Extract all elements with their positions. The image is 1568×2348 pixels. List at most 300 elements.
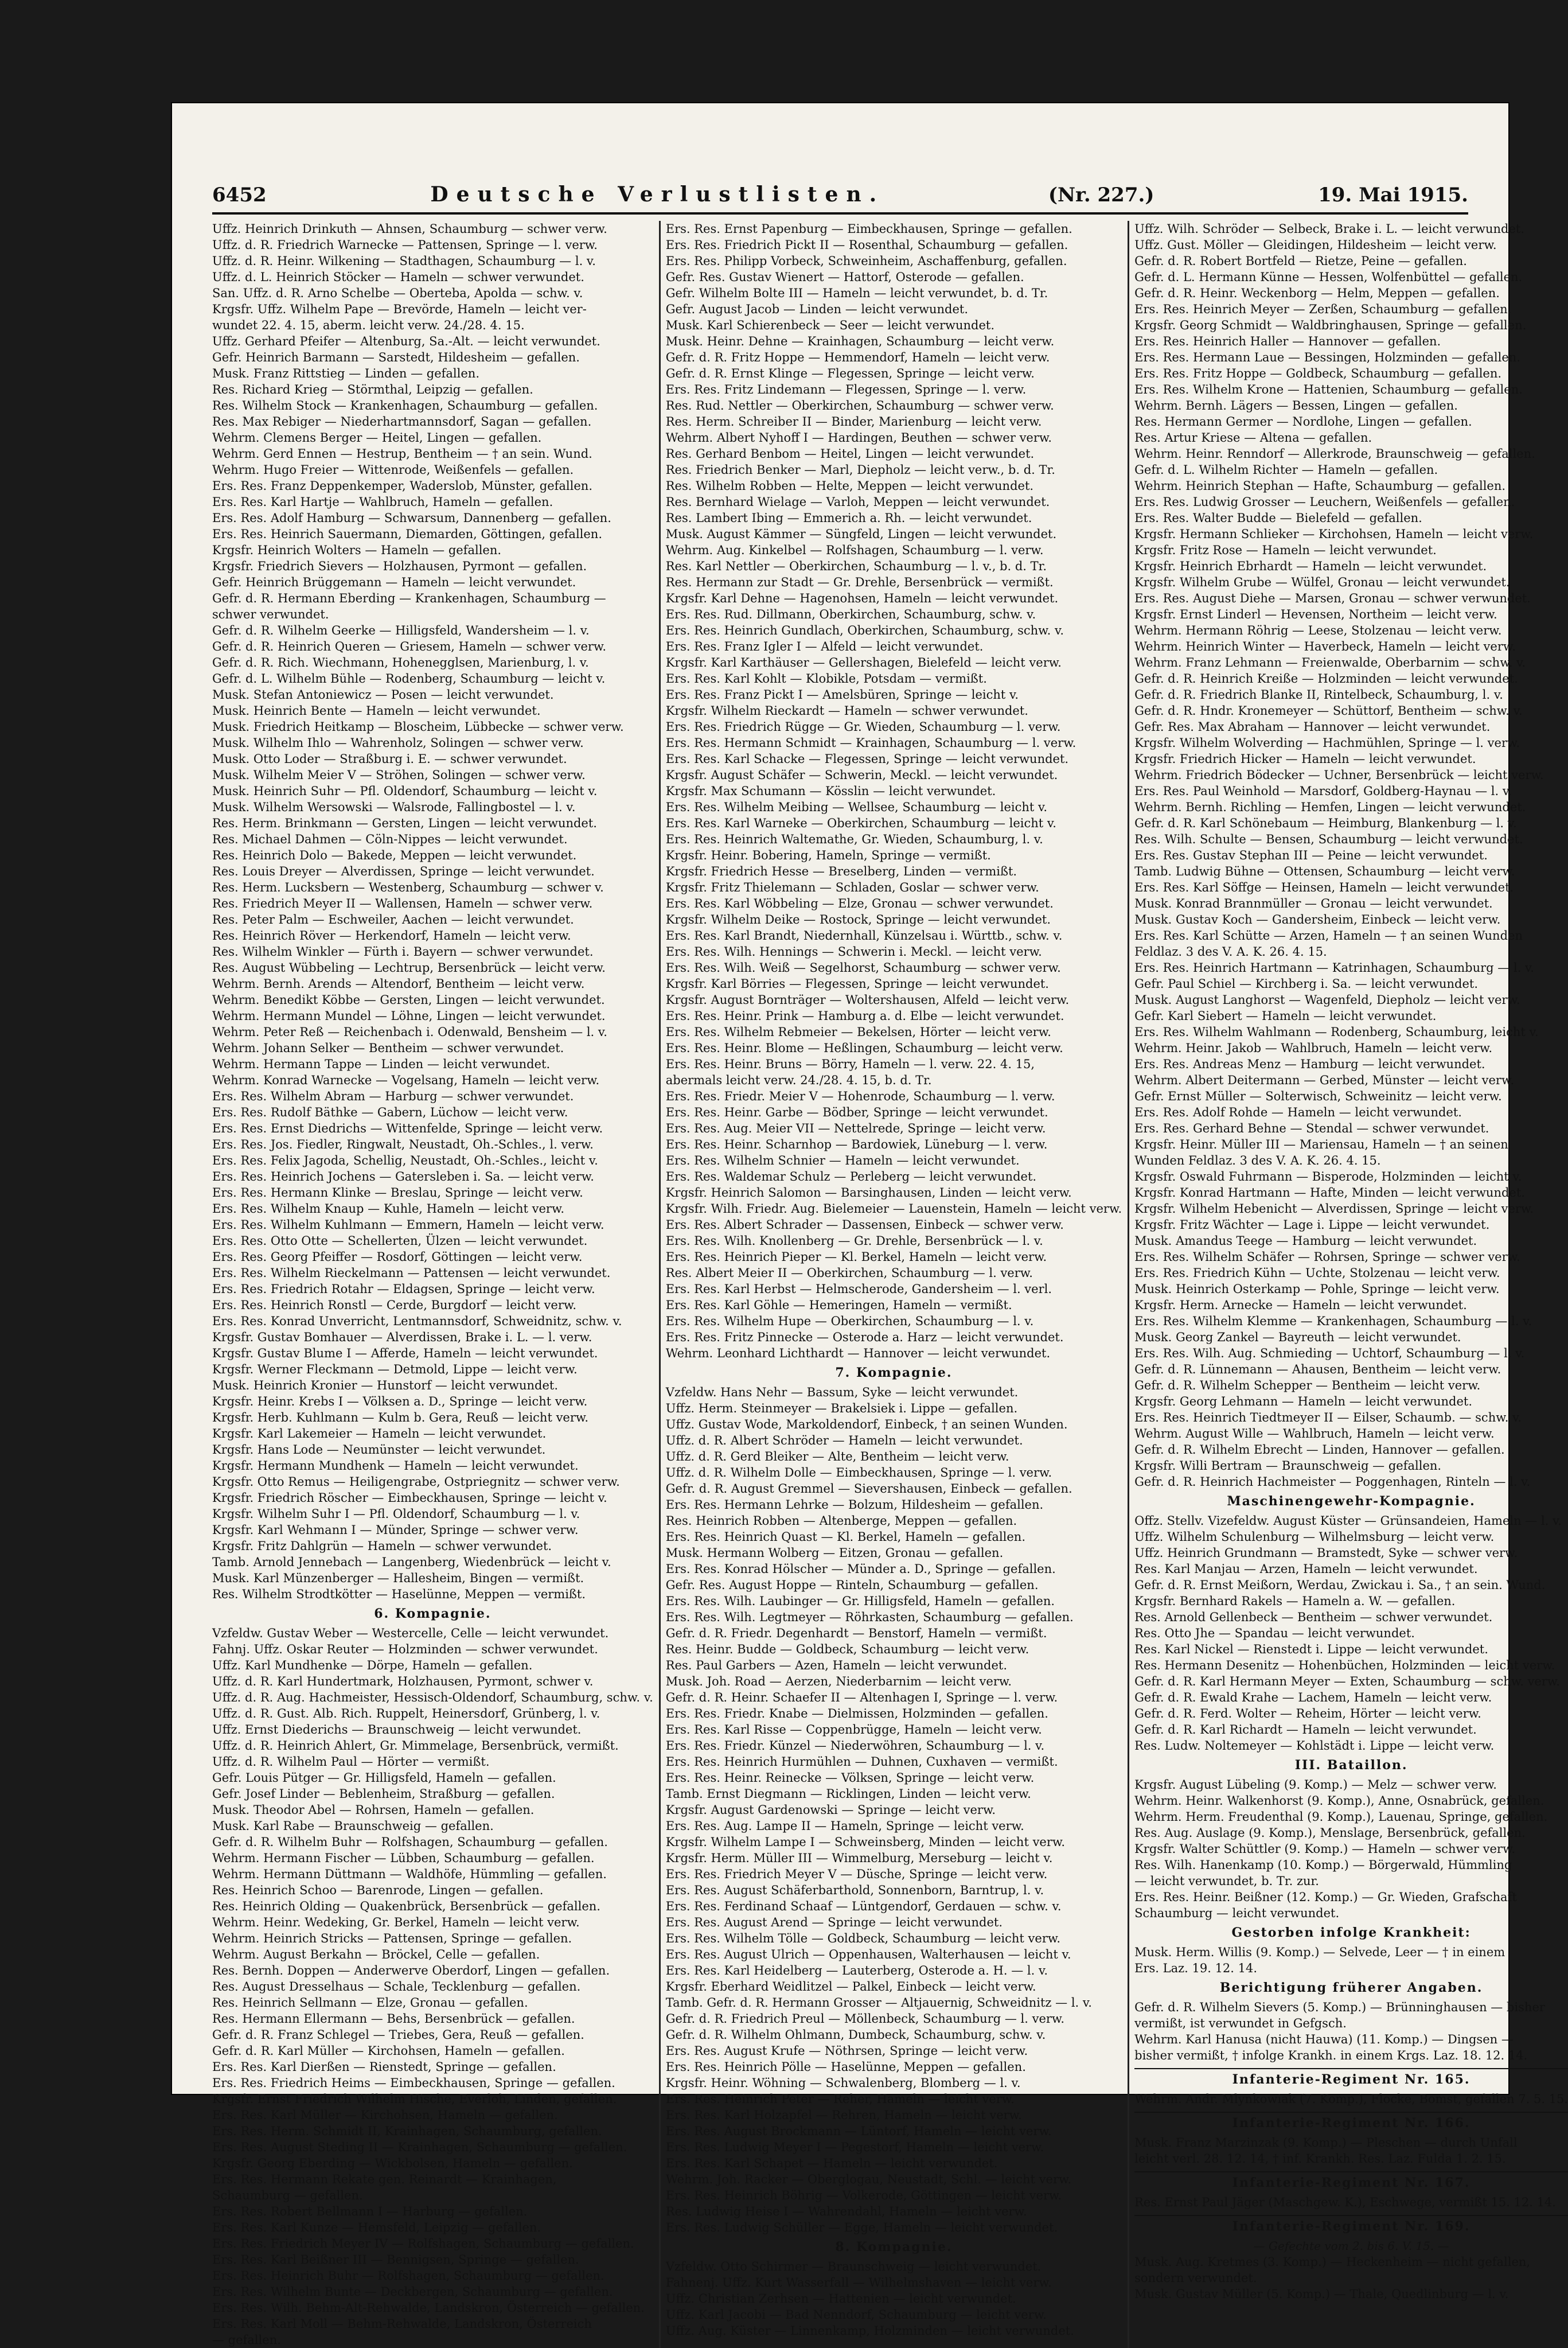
casualty-entry: Res. Wilhelm Stock — Krankenhagen, Schaumburg — gefallen. xyxy=(212,399,598,412)
casualty-entry: Ers. Res. Heinrich Hurmühlen — Duhnen, Cuxhaven — vermißt. xyxy=(665,1755,1058,1769)
casualty-entry: Musk. Franz Rittstieg — Linden — gefallen. xyxy=(212,367,479,380)
casualty-entry: Wehrm. Clemens Berger — Heitel, Lingen — gefallen. xyxy=(212,431,542,445)
casualty-entry: Musk. Heinrich Bente — Hameln — leicht verwundet. xyxy=(212,704,541,718)
casualty-entry: Ers. Res. Hermann Schmidt — Krainhagen, Schaumburg — l. verw. xyxy=(665,736,1076,750)
casualty-entry: Ers. Res. Waldemar Schulz — Perleberg — leicht verwundet. xyxy=(665,1170,1037,1183)
casualty-entry: Res. Friedrich Benker — Marl, Diepholz — leicht verw., b. d. Tr. xyxy=(665,463,1055,477)
casualty-entry: Ers. Res. Wilh. Laubinger — Gr. Hilligsfeld, Hameln — gefallen. xyxy=(665,1594,1055,1608)
casualty-entry: Ers. Res. Friedrich Rotahr — Eldagsen, Springe — leicht verw. xyxy=(212,1282,595,1296)
casualty-entry: Ers. Res. Heinrich Böhrig — Volkerode, Göttingen — leicht verw. xyxy=(665,2189,1062,2202)
casualty-entry: Tamb. Ernst Diegmann — Ricklingen, Linden — leicht verw. xyxy=(665,1787,1031,1801)
casualty-entry: Musk. Wilhelm Wersowski — Walsrode, Fallingbostel — l. v. xyxy=(212,800,576,814)
issue-number: (Nr. 227.) xyxy=(1048,184,1154,207)
casualty-entry: Ers. Res. Ludwig Meyer I — Pegestorf, Hameln — leicht verw. xyxy=(665,2140,1044,2154)
casualty-entry: Ers. Res. Heinrich Meyer — Zerßen, Schaumburg — gefallen. xyxy=(1134,302,1512,316)
casualty-entry: Uffz. d. R. Heinr. Wilkening — Stadthagen, Schaumburg — l. v. xyxy=(212,254,596,268)
casualty-entry: Ers. Res. Heinr. Reinecke — Völksen, Springe — leicht verw. xyxy=(665,1771,1035,1785)
casualty-entry: Krgsfr. Gustav Blume I — Afferde, Hameln — leicht verwundet. xyxy=(212,1346,598,1360)
casualty-entry: Ers. Res. Karl Moll — Behm-Rehwalde, Landskron, Österreich xyxy=(212,2317,592,2331)
casualty-entry: Musk. Heinrich Kronier — Hunstorf — leicht verwundet. xyxy=(212,1379,558,1392)
casualty-entry: Ers. Res. Friedr. Meier V — Hohenrode, Schaumburg — l. verw. xyxy=(665,1089,1055,1103)
casualty-entry: Gefr. d. R. Wilhelm Ebrecht — Linden, Hannover — gefallen. xyxy=(1134,1443,1505,1457)
casualty-entry: Fahnenj. Uffz. Kurt Wasserfall — Wilhelmshaven — leicht verw. xyxy=(665,2276,1052,2289)
casualty-entry: Ers. Res. Ludwig Schüller — Egge, Hameln — leicht verwundet. xyxy=(665,2221,1058,2234)
casualty-entry: Krgsfr. Max Schumann — Kösslin — leicht verwundet. xyxy=(665,784,996,798)
casualty-entry: vermißt, ist verwundet in Gefgsch. xyxy=(1134,2016,1347,2030)
casualty-entry: Wehrm. Hermann Röhrig — Leese, Stolzenau — leicht verw. xyxy=(1134,624,1502,637)
casualty-entry: Res. Artur Kriese — Altena — gefallen. xyxy=(1134,431,1372,445)
casualty-entry: Krgsfr. Georg Lehmann — Hameln — leicht verwundet. xyxy=(1134,1395,1473,1408)
casualty-entry: Uffz. Christian Zerhsen — Hattenien — leicht verwundet. xyxy=(665,2292,1016,2306)
casualty-entry: Wehrm. Heinrich Stephan — Hafte, Schaumburg — gefallen. xyxy=(1134,479,1506,493)
casualty-entry: Wunden Feldlaz. 3 des V. A. K. 26. 4. 15. xyxy=(1134,1154,1381,1167)
casualty-entry: Res. Aug. Auslage (9. Komp.), Menslage, Bersenbrück, gefallen. xyxy=(1134,1826,1526,1840)
casualty-entry: Wehrm. Herm. Freudenthal (9. Komp.), Lauenau, Springe, gefallen. xyxy=(1134,1810,1548,1824)
casualty-entry: Gefr. Heinrich Brüggemann — Hameln — leicht verwundet. xyxy=(212,575,576,589)
casualty-entry: Gefr. Res. Max Abraham — Hannover — leicht verwundet. xyxy=(1134,720,1491,734)
casualty-entry: Ers. Res. Hermann Klinke — Breslau, Springe — leicht verw. xyxy=(212,1186,583,1200)
casualty-entry: Krgsfr. Hermann Schlieker — Kirchohsen, Hameln — leicht verw. xyxy=(1134,527,1534,541)
text-columns xyxy=(212,221,1568,2347)
casualty-entry: Ers. Res. Heinrich Jochens — Gatersleben i. Sa. — leicht verw. xyxy=(212,1170,594,1183)
casualty-entry: Krgsfr. Heinrich Wolters — Hameln — gefallen. xyxy=(212,543,502,557)
casualty-entry: Ers. Res. Heinrich Hartmann — Katrinhagen, Schaumburg — l. v. xyxy=(1134,961,1535,975)
casualty-entry: Gefr. d. R. Franz Schlegel — Triebes, Gera, Reuß — gefallen. xyxy=(212,2028,584,2042)
casualty-entry: Gefr. d. R. Ewald Krahe — Lachem, Hameln — leicht verw. xyxy=(1134,1691,1492,1704)
casualty-entry: Krgsfr. Heinrich Salomon — Barsinghausen, Linden — leicht verw. xyxy=(665,1186,1072,1200)
casualty-entry: Wehrm. Konrad Warnecke — Vogelsang, Hameln — leicht verw. xyxy=(212,1073,600,1087)
casualty-entry: Wehrm. Hermann Mundel — Löhne, Lingen — leicht verwundet. xyxy=(212,1009,606,1023)
casualty-entry: Musk. Karl Rabe — Braunschweig — gefallen. xyxy=(212,1819,494,1833)
casualty-entry: wundet 22. 4. 15, aberm. leicht verw. 24./28. 4. 15. xyxy=(212,318,525,332)
casualty-entry: Res. Heinrich Schoo — Barenrode, Lingen — gefallen. xyxy=(212,1883,544,1897)
casualty-entry: Ers. Res. Georg Pfeiffer — Rosdorf, Göttingen — leicht verw. xyxy=(212,1250,583,1264)
casualty-entry: Krgsfr. August Gardenowski — Springe — leicht verw. xyxy=(665,1803,996,1817)
casualty-entry: Krgsfr. Wilhelm Suhr I — Pfl. Oldendorf, Schaumburg — l. v. xyxy=(212,1507,580,1521)
casualty-entry: Krgsfr. Herm. Müller III — Wimmelburg, Merseburg — leicht v. xyxy=(665,1851,1053,1865)
casualty-entry: Uffz. d. R. Gerd Bleiker — Alte, Bentheim — leicht verw. xyxy=(665,1450,1009,1463)
casualty-entry: Uffz. Gustav Wode, Markoldendorf, Einbeck, † an seinen Wunden. xyxy=(665,1418,1068,1431)
casualty-entry: Krgsfr. Karl Wehmann I — Münder, Springe — schwer verw. xyxy=(212,1523,579,1537)
casualty-entry: Wehrm. Johann Selker — Bentheim — schwer verwundet. xyxy=(212,1041,564,1055)
section-heading: Maschinengewehr-Kompagnie. xyxy=(1227,1494,1476,1509)
casualty-entry: Gefr. d. R. Robert Bortfeld — Rietze, Peine — gefallen. xyxy=(1134,254,1467,268)
casualty-entry: Krgsfr. Fritz Thielemann — Schladen, Goslar — schwer verw. xyxy=(665,881,1039,894)
casualty-entry: Krgsfr. Willi Bertram — Braunschweig — gefallen. xyxy=(1134,1459,1442,1473)
casualty-entry: Ers. Res. Wilhelm Knaup — Kuhle, Hameln — leicht verw. xyxy=(212,1202,565,1216)
casualty-entry: Res. Max Rebiger — Niederhartmannsdorf, Sagan — gefallen. xyxy=(212,415,592,429)
casualty-entry: Ers. Res. Wilhelm Tölle — Goldbeck, Schaumburg — leicht verw. xyxy=(665,1932,1061,1945)
casualty-entry: Ers. Res. Friedrich Pickt II — Rosenthal, Schaumburg — gefallen. xyxy=(665,238,1068,252)
casualty-entry: Krgsfr. Fritz Wächter — Lage i. Lippe — leicht verwundet. xyxy=(1134,1218,1490,1232)
casualty-entry: Gefr. d. R. Wilhelm Schepper — Bentheim — leicht verw. xyxy=(1134,1379,1481,1392)
casualty-entry: Gefr. d. R. Friedr. Degenhardt — Benstorf, Hameln — vermißt. xyxy=(665,1626,1047,1640)
casualty-entry: Gefr. d. R. Fritz Hoppe — Hemmendorf, Hameln — leicht verw. xyxy=(665,351,1050,364)
casualty-entry: Res. Bernh. Doppen — Anderwerve Oberdorf, Lingen — gefallen. xyxy=(212,1964,610,1977)
casualty-entry: Res. Karl Nickel — Rienstedt i. Lippe — leicht verwundet. xyxy=(1134,1642,1488,1656)
section-heading: 8. Kompagnie. xyxy=(835,2240,953,2254)
casualty-entry: Gefr. d. R. August Gremmel — Sievershausen, Einbeck — gefallen. xyxy=(665,1482,1072,1496)
casualty-entry: Ers. Res. Karl Brandt, Niedernhall, Künzelsau i. Württb., schw. v. xyxy=(665,929,1063,943)
casualty-entry: Ers. Res. Felix Jagoda, Schellig, Neustadt, Oh.-Schles., leicht v. xyxy=(212,1154,598,1167)
casualty-entry: Ers. Res. Heinrich Gundlach, Oberkirchen, Schaumburg, schw. v. xyxy=(665,624,1064,637)
casualty-entry: Ers. Res. Fritz Lindemann — Flegessen, Springe — l. verw. xyxy=(665,383,1027,396)
casualty-entry: Ers. Res. August Brockmann — Lüntorf, Hameln — leicht verw. xyxy=(665,2124,1052,2138)
casualty-entry: Ers. Res. Heinrich Tiedtmeyer II — Eilser, Schaumb. — schw. v. xyxy=(1134,1411,1522,1424)
casualty-entry: Res. Rud. Nettler — Oberkirchen, Schaumburg — schwer verw. xyxy=(665,399,1054,412)
casualty-entry: Offz. Stellv. Vizefeldw. August Küster — Grünsandeien, Hameln — l. v. xyxy=(1134,1514,1562,1528)
casualty-entry: Vzfeldw. Gustav Weber — Westercelle, Celle — leicht verwundet. xyxy=(212,1626,609,1640)
casualty-entry: Krgsfr. Gustav Bomhauer — Alverdissen, Brake i. L. — l. verw. xyxy=(212,1330,592,1344)
casualty-entry: Gefr. d. R. Wilhelm Ohlmann, Dumbeck, Schaumburg, schw. v. xyxy=(665,2028,1046,2042)
casualty-entry: Uffz. Gust. Möller — Gleidingen, Hildesheim — leicht verw. xyxy=(1134,238,1497,252)
casualty-entry: Gefr. d. R. Rich. Wiechmann, Hohenegglsen, Marienburg, l. v. xyxy=(212,656,589,669)
casualty-entry: Ers. Res. Karl Dierßen — Rienstedt, Springe — gefallen. xyxy=(212,2060,556,2074)
casualty-entry: Musk. Heinrich Suhr — Pfl. Oldendorf, Schaumburg — leicht v. xyxy=(212,784,598,798)
casualty-entry: Res. Hermann Desenitz — Hohenbüchen, Holzminden — leicht verw. xyxy=(1134,1658,1555,1672)
casualty-entry: Ers. Res. Wilh. Hennings — Schwerin i. Meckl. — leicht verw. xyxy=(665,945,1042,959)
casualty-entry: Krgsfr. Friedrich Sievers — Holzhausen, Pyrmont — gefallen. xyxy=(212,559,587,573)
casualty-entry: Wehrm. Peter Reß — Reichenbach i. Odenwald, Bensheim — l. v. xyxy=(212,1025,607,1039)
casualty-entry: Res. Heinrich Sellmann — Elze, Gronau — gefallen. xyxy=(212,1996,528,2010)
casualty-entry: Krgsfr. Herb. Kuhlmann — Kulm b. Gera, Reuß — leicht verw. xyxy=(212,1411,589,1424)
casualty-entry: Ers. Res. Wilhelm Rebmeier — Bekelsen, Hörter — leicht verw. xyxy=(665,1025,1051,1039)
casualty-entry: Krgsfr. Eberhard Weidlitzel — Palkel, Einbeck — leicht verw. xyxy=(665,1980,1036,1993)
casualty-entry: Res. Ernst Paul Jäger (Maschgew. K.), Eschwege, vermißt 15. 12. 14. xyxy=(1134,2195,1556,2209)
casualty-entry: Res. August Wübbeling — Lechtrup, Bersenbrück — leicht verw. xyxy=(212,961,606,975)
casualty-entry: Ers. Res. Philipp Vorbeck, Schweinheim, Aschaffenburg, gefallen. xyxy=(665,254,1067,268)
casualty-entry: Ers. Res. August Steding II — Krainhagen, Schaumburg — gefallen. xyxy=(212,2140,627,2154)
casualty-entry: Wehrm. August Wille — Wahlbruch, Hameln — leicht verw. xyxy=(1134,1427,1495,1440)
casualty-entry: Krgsfr. August Schäfer — Schwerin, Meckl. — leicht verwundet. xyxy=(665,768,1058,782)
casualty-entry: Ers. Res. August Arend — Springe — leicht verwundet. xyxy=(665,1915,1003,1929)
casualty-entry: Res. Herm. Brinkmann — Gersten, Lingen — leicht verwundet. xyxy=(212,816,597,830)
casualty-entry: Ers. Res. Franz Pickt I — Amelsbüren, Springe — leicht v. xyxy=(665,688,1019,702)
casualty-entry: Wehrm. Hermann Fischer — Lübben, Schaumburg — gefallen. xyxy=(212,1851,595,1865)
casualty-entry: Res. Heinr. Budde — Goldbeck, Schaumburg — leicht verw. xyxy=(665,1642,1029,1656)
casualty-entry: Gefr. Res. August Hoppe — Rinteln, Schaumburg — gefallen. xyxy=(665,1578,1039,1592)
casualty-entry: Ers. Res. Gustav Stephan III — Peine — leicht verwundet. xyxy=(1134,848,1488,862)
casualty-entry: Uffz. d. R. Aug. Hachmeister, Hessisch-Oldendorf, Schaumburg, schw. v. xyxy=(212,1691,653,1704)
casualty-entry: Krgsfr. Heinr. Wöhning — Schwalenberg, Blomberg — l. v. xyxy=(665,2076,1021,2090)
casualty-entry: Res. Heinrich Dolo — Bakede, Meppen — leicht verwundet. xyxy=(212,848,577,862)
casualty-entry: Uffz. d. R. Karl Hundertmark, Holzhausen, Pyrmont, schwer v. xyxy=(212,1675,594,1688)
section-heading: Berichtigung früherer Angaben. xyxy=(1219,1980,1483,1995)
casualty-entry: Ers. Res. Gerhard Behne — Stendal — schwer verwundet. xyxy=(1134,1122,1489,1135)
casualty-entry: Uffz. d. R. Wilhelm Paul — Hörter — vermißt. xyxy=(212,1755,490,1769)
casualty-entry: Krgsfr. Oswald Fuhrmann — Bisperode, Holzminden — leicht v. xyxy=(1134,1170,1522,1183)
casualty-entry: Ers. Res. Rud. Dillmann, Oberkirchen, Schaumburg, schw. v. xyxy=(665,608,1036,621)
casualty-entry: Musk. Heinrich Osterkamp — Pohle, Springe — leicht verw. xyxy=(1134,1282,1500,1296)
casualty-entry: Ers. Res. Friedrich Heims — Eimbeckhausen, Springe — gefallen. xyxy=(212,2076,615,2090)
casualty-entry: Krgsfr. Fritz Dahlgrün — Hameln — schwer verwundet. xyxy=(212,1539,552,1553)
casualty-entry: Res. Hermann zur Stadt — Gr. Drehle, Bersenbrück — vermißt. xyxy=(665,575,1054,589)
casualty-entry: Gefr. d. R. Wilhelm Buhr — Rolfshagen, Schaumburg — gefallen. xyxy=(212,1835,608,1849)
casualty-entry: Ers. Res. Walter Budde — Bielefeld — gefallen. xyxy=(1134,511,1422,525)
casualty-entry: Wehrm. Albert Nyhoff I — Hardingen, Beuthen — schwer verw. xyxy=(665,431,1052,445)
casualty-entry: Ers. Res. Hermann Lehrke — Bolzum, Hildesheim — gefallen. xyxy=(665,1498,1044,1512)
casualty-entry: Ers. Res. Hermann Laue — Bessingen, Holzminden — gefallen. xyxy=(1134,351,1520,364)
casualty-entry: Ers. Res. Friedrich Meyer V — Düsche, Springe — leicht verw. xyxy=(665,1867,1048,1881)
casualty-entry: Res. Ludwig Heise I — Wahrendahl, Hameln — leicht verw. xyxy=(665,2205,1027,2218)
casualty-entry: Musk. Heinr. Dehne — Krainhagen, Schaumburg — leicht verw. xyxy=(665,334,1055,348)
casualty-entry: Musk. Wilhelm Meier V — Ströhen, Solingen — schwer verw. xyxy=(212,768,586,782)
casualty-entry: Krgsfr. Friedrich Hicker — Hameln — leicht verwundet. xyxy=(1134,752,1476,766)
casualty-entry: Res. Friedrich Meyer II — Wallensen, Hameln — schwer verw. xyxy=(212,897,593,910)
casualty-entry: Gefr. d. R. Hndr. Kronemeyer — Schüttorf, Bentheim — schw. v. xyxy=(1134,704,1523,718)
casualty-entry: Res. August Dresselhaus — Schale, Tecklenburg — gefallen. xyxy=(212,1980,581,1993)
casualty-entry: Vzfeldw. Hans Nehr — Bassum, Syke — leicht verwundet. xyxy=(665,1385,1019,1399)
casualty-entry: Gefr. d. R. Ernst Klinge — Flegessen, Springe — leicht verw. xyxy=(665,367,1035,380)
casualty-entry: Ers. Res. Karl Beißner III — Bennigsen, Springe — gefallen. xyxy=(212,2253,579,2267)
casualty-entry: Wehrm. Heinr. Walkenhorst (9. Komp.), Anne, Osnabrück, gefallen. xyxy=(1134,1794,1544,1808)
casualty-entry: Krgsfr. Bernhard Rakels — Hameln a. W. — gefallen. xyxy=(1134,1594,1456,1608)
casualty-entry: Krgsfr. Karl Karthäuser — Gellershagen, Bielefeld — leicht verw. xyxy=(665,656,1062,669)
casualty-entry: Musk. Wilhelm Ihlo — Wahrenholz, Solingen — schwer verw. xyxy=(212,736,584,750)
casualty-entry: Krgsfr. Fritz Rose — Hameln — leicht verwundet. xyxy=(1134,543,1437,557)
casualty-entry: Ers. Res. August Diehe — Marsen, Gronau — schwer verwundet. xyxy=(1134,591,1531,605)
casualty-entry: Res. Wilh. Schulte — Bensen, Schaumburg — leicht verwundet. xyxy=(1134,832,1523,846)
page-header xyxy=(212,172,1468,215)
casualty-entry: Uffz. Wilhelm Schulenburg — Wilhelmsburg — leicht verw. xyxy=(1134,1530,1495,1544)
casualty-entry: Uffz. d. R. Friedrich Warnecke — Pattensen, Springe — l. verw. xyxy=(212,238,598,252)
casualty-entry: Musk. August Kämmer — Süngfeld, Lingen — leicht verwundet. xyxy=(665,527,1057,541)
casualty-entry: — Gefechte vom 2. bis 6. V. 15. — xyxy=(1253,2239,1449,2253)
casualty-entry: Uffz. Karl Jacobi — Bad Nenndorf, Schaumburg — leicht verw. xyxy=(665,2308,1047,2322)
casualty-entry: Ers. Res. Ernst Papenburg — Eimbeckhausen, Springe — gefallen. xyxy=(665,222,1072,236)
casualty-entry: Ers. Res. Albert Schrader — Dassensen, Einbeck — schwer verw. xyxy=(665,1218,1064,1232)
column-2 xyxy=(666,221,1122,2348)
casualty-entry: Res. Richard Krieg — Störmthal, Leipzig — gefallen. xyxy=(212,383,533,396)
casualty-entry: Musk. August Langhorst — Wagenfeld, Diepholz — leicht verw. xyxy=(1134,993,1520,1007)
casualty-entry: Gefr. d. R. Heinrich Queren — Griesem, Hameln — schwer verw. xyxy=(212,640,607,653)
casualty-entry: Krgsfr. Uffz. Wilhelm Pape — Brevörde, Hameln — leicht ver- xyxy=(212,302,587,316)
casualty-entry: Ers. Res. Wilhelm Abram — Harburg — schwer verwundet. xyxy=(212,1089,574,1103)
casualty-entry: Musk. Gustav Müller (5. Komp.) — Thale, Quedlinburg — l. v. xyxy=(1134,2287,1509,2301)
section-heading: Infanterie-Regiment Nr. 165. xyxy=(1134,2068,1568,2088)
casualty-entry: Gefr. d. R. Karl Richardt — Hameln — leicht verwundet. xyxy=(1134,1723,1477,1736)
casualty-entry: Uffz. Herm. Steinmeyer — Brakelsiek i. Lippe — gefallen. xyxy=(665,1401,1018,1415)
casualty-entry: Uffz. Gerhard Pfeifer — Altenburg, Sa.-Alt. — leicht verwundet. xyxy=(212,334,600,348)
casualty-entry: Ers. Res. Heinr. Scharnhop — Bardowiek, Lüneburg — l. verw. xyxy=(665,1138,1048,1151)
casualty-entry: Musk. Herm. Willis (9. Komp.) — Selvede, Leer — † in einem xyxy=(1134,1945,1505,1959)
casualty-entry: Krgsfr. Werner Fleckmann — Detmold, Lippe — leicht verw. xyxy=(212,1362,578,1376)
casualty-entry: leicht verl. 28. 12. 14, † inf. Krankh. Res. Laz. Fulda 1. 2. 15. xyxy=(1134,2152,1506,2166)
casualty-entry: Ers. Res. Wilh. Aug. Schmieding — Uchtorf, Schaumburg — l. v. xyxy=(1134,1346,1525,1360)
casualty-entry: Ers. Res. Heinr. Beißner (12. Komp.) — Gr. Wieden, Grafschaft xyxy=(1134,1890,1517,1904)
casualty-entry: Ers. Res. Karl Göhle — Hemeringen, Hameln — vermißt. xyxy=(665,1298,1012,1312)
casualty-entry: Ers. Res. Friedrich Rügge — Gr. Wieden, Schaumburg — l. verw. xyxy=(665,720,1061,734)
casualty-entry: Res. Heinrich Röver — Herkendorf, Hameln — leicht verw. xyxy=(212,929,571,943)
casualty-entry: Wehrm. Gerd Ennen — Hestrup, Bentheim — † an sein. Wund. xyxy=(212,447,592,461)
casualty-entry: Ers. Res. Karl Hartje — Wahlbruch, Hameln — gefallen. xyxy=(212,495,553,509)
casualty-entry: Gefr. Paul Schiel — Kirchberg i. Sa. — leicht verwundet. xyxy=(1134,977,1479,991)
casualty-entry: Musk. Gustav Koch — Gandersheim, Einbeck — leicht verw. xyxy=(1134,913,1501,926)
casualty-entry: Ers. Res. Hermann Rekate gen. Reinardt — Krainhagen, xyxy=(212,2172,557,2186)
casualty-entry: Ers. Res. August Krufe — Nöthrsen, Springe — leicht verw. xyxy=(665,2044,1028,2058)
casualty-entry: Tamb. Ludwig Bühne — Ottensen, Schaumburg — leicht verw. xyxy=(1134,865,1515,878)
page-number: 6452 xyxy=(212,184,267,207)
casualty-entry: Krgsfr. August Bornträger — Woltershausen, Alfeld — leicht verw. xyxy=(665,993,1070,1007)
casualty-entry: Krgsfr. Ernst Friedrich Wilhelm Hische, Everloh, Linden, gefallen. xyxy=(212,2092,617,2106)
casualty-entry: Wehrm. Aug. Kinkelbel — Rolfshagen, Schaumburg — l. verw. xyxy=(665,543,1044,557)
casualty-entry: Musk. Joh. Road — Aerzen, Niederbarnim — leicht verw. xyxy=(665,1675,1012,1688)
casualty-entry: Ers. Res. Otto Otte — Schellerten, Ülzen — leicht verwundet. xyxy=(212,1234,588,1248)
casualty-entry: Uffz. Karl Mundhenke — Dörpe, Hameln — gefallen. xyxy=(212,1658,533,1672)
casualty-entry: Ers. Res. Karl Risse — Coppenbrügge, Hameln — leicht verw. xyxy=(665,1723,1042,1736)
casualty-entry: Ers. Res. Karl Schütte — Arzen, Hameln — † an seinen Wunden xyxy=(1134,929,1523,943)
casualty-entry: Wehrm. Heinr. Jakob — Wahlbruch, Hameln — leicht verw. xyxy=(1134,1041,1493,1055)
casualty-entry: Wehrm. Leonhard Lichthardt — Hannover — leicht verwundet. xyxy=(665,1346,1051,1360)
casualty-entry: Krgsfr. Karl Dehne — Hagenohsen, Hameln — leicht verwundet. xyxy=(665,591,1059,605)
casualty-entry: Krgsfr. Karl Lakemeier — Hameln — leicht verwundet. xyxy=(212,1427,547,1440)
casualty-entry: Ers. Res. Wilh. Weiß — Segelhorst, Schaumburg — schwer verw. xyxy=(665,961,1061,975)
section-heading: III. Bataillon. xyxy=(1294,1758,1408,1773)
casualty-entry: Ers. Res. Heinrich Pieper — Kl. Berkel, Hameln — leicht verw. xyxy=(665,1250,1047,1264)
casualty-entry: Ers. Res. Wilhelm Meibing — Wellsee, Schaumburg — leicht v. xyxy=(665,800,1048,814)
casualty-entry: Krgsfr. Wilhelm Lampe I — Schweinsberg, Minden — leicht verw. xyxy=(665,1835,1066,1849)
casualty-entry: schwer verwundet. xyxy=(212,608,329,621)
casualty-entry: Res. Louis Dreyer — Alverdissen, Springe — leicht verwundet. xyxy=(212,865,595,878)
casualty-entry: Gefr. d. R. Heinrich Kreiße — Holzminden — leicht verwundet. xyxy=(1134,672,1518,686)
casualty-entry: Musk. Karl Münzenberger — Hallesheim, Bingen — vermißt. xyxy=(212,1571,584,1585)
casualty-entry: Ers. Res. Wilhelm Bunte — Deckbergen, Schaumburg — gefallen. xyxy=(212,2285,613,2299)
casualty-entry: Res. Arnold Gellenbeck — Bentheim — schwer verwundet. xyxy=(1134,1610,1493,1624)
casualty-entry: Ers. Res. Fritz Hoppe — Goldbeck, Schaumburg — gefallen. xyxy=(1134,367,1502,380)
column-1 xyxy=(212,221,653,2348)
casualty-entry: Musk. Karl Schierenbeck — Seer — leicht verwundet. xyxy=(665,318,995,332)
casualty-entry: Krgsfr. Wilhelm Wolverding — Hachmühlen, Springe — l. verw. xyxy=(1134,736,1520,750)
casualty-entry: Ers. Res. Heinrich Buhr — Rolfshagen, Schaumburg — gefallen. xyxy=(212,2269,604,2283)
casualty-entry: Ers. Res. Karl Kunze — Hemsfeld, Leipzig — gefallen. xyxy=(212,2221,541,2234)
casualty-entry: Gefr. August Jacob — Linden — leicht verwundet. xyxy=(665,302,969,316)
casualty-entry: Musk. Georg Zankel — Bayreuth — leicht verwundet. xyxy=(1134,1330,1461,1344)
casualty-entry: Uffz. Heinrich Grundmann — Bramstedt, Syke — schwer verw. xyxy=(1134,1546,1518,1560)
casualty-entry: Ers. Res. Andreas Menz — Hamburg — leicht verwundet. xyxy=(1134,1057,1485,1071)
casualty-entry: Musk. Friedrich Heitkamp — Bloscheim, Lübbecke — schwer verw. xyxy=(212,720,624,734)
casualty-entry: Wehrm. Hermann Düttmann — Waldhöfe, Hümmling — gefallen. xyxy=(212,1867,607,1881)
casualty-entry: Wehrm. Hugo Freier — Wittenrode, Weißenfels — gefallen. xyxy=(212,463,574,477)
casualty-entry: Ers. Res. Heinr. Prink — Hamburg a. d. Elbe — leicht verwundet. xyxy=(665,1009,1064,1023)
casualty-entry: Ers. Res. Heinrich Ronstl — Cerde, Burgdorf — leicht verw. xyxy=(212,1298,577,1312)
casualty-entry: Ers. Res. Ludwig Grosser — Leuchern, Weißenfels — gefallen. xyxy=(1134,495,1515,509)
casualty-entry: Uffz. d. R. Heinrich Ahlert, Gr. Mimmelage, Bersenbrück, vermißt. xyxy=(212,1739,619,1753)
casualty-entry: Ers. Res. Paul Weinhold — Marsdorf, Goldberg-Haynau — l. v. xyxy=(1134,784,1512,798)
casualty-entry: Uffz. Wilh. Schröder — Selbeck, Brake i. L. — leicht verwundet. xyxy=(1134,222,1524,236)
casualty-entry: Ers. Res. Konrad Hölscher — Münder a. D., Springe — gefallen. xyxy=(665,1562,1056,1576)
casualty-entry: Ers. Res. Wilhelm Schäfer — Rohrsen, Springe — schwer verw. xyxy=(1134,1250,1520,1264)
casualty-entry: Krgsfr. Friedrich Röscher — Eimbeckhausen, Springe — leicht v. xyxy=(212,1491,607,1505)
casualty-entry: Ers. Res. Karl Söffge — Heinsen, Hameln — leicht verwundet. xyxy=(1134,881,1514,894)
casualty-entry: Wehrm. Albert Deitermann — Gerbed, Münster — leicht verw. xyxy=(1134,1073,1515,1087)
casualty-entry: Ers. Res. Friedr. Knabe — Dielmissen, Holzminden — gefallen. xyxy=(665,1707,1048,1720)
section-heading: 6. Kompagnie. xyxy=(374,1606,492,1621)
casualty-entry: Uffz. Ernst Diederichs — Braunschweig — leicht verwundet. xyxy=(212,1723,582,1736)
casualty-entry: Gefr. d. L. Hermann Künne — Hessen, Wolfenbüttel — gefallen. xyxy=(1134,270,1523,284)
casualty-entry: Gefr. Josef Linder — Beblenheim, Straßburg — gefallen. xyxy=(212,1787,555,1801)
casualty-entry: Ers. Res. Ferdinand Schaaf — Lüntgendorf, Gerdauen — schw. v. xyxy=(665,1899,1062,1913)
casualty-entry: Ers. Res. Wilhelm Schnier — Hameln — leicht verwundet. xyxy=(665,1154,1020,1167)
casualty-entry: Krgsfr. Wilhelm Rieckardt — Hameln — schwer verwundet. xyxy=(665,704,1028,718)
casualty-entry: Res. Herm. Schreiber II — Binder, Marienburg — leicht verw. xyxy=(665,415,1042,429)
casualty-entry: Gefr. d. R. Karl Müller — Kirchohsen, Hameln — gefallen. xyxy=(212,2044,565,2058)
casualty-entry: Wehrm. Bernh. Lägers — Bessen, Lingen — gefallen. xyxy=(1134,399,1458,412)
casualty-entry: Gefr. d. R. Heinrich Hachmeister — Poggenhagen, Rinteln — l. v. xyxy=(1134,1475,1531,1489)
casualty-entry: Ers. Res. Rudolf Bäthke — Gabern, Lüchow — leicht verw. xyxy=(212,1105,568,1119)
casualty-entry: Musk. Stefan Antoniewicz — Posen — leicht verwundet. xyxy=(212,688,554,702)
casualty-entry: Gefr. d. R. Heinr. Schaefer II — Altenhagen I, Springe — l. verw. xyxy=(665,1691,1058,1704)
casualty-entry: Res. Karl Nettler — Oberkirchen, Schaumburg — l. v., b. d. Tr. xyxy=(665,559,1047,573)
casualty-entry: Gefr. d. R. Wilhelm Sievers (5. Komp.) — Brünninghausen — bisher xyxy=(1134,2000,1545,2014)
casualty-entry: Wehrm. Bernh. Arends — Altendorf, Bentheim — leicht verw. xyxy=(212,977,585,991)
casualty-entry: sondern verwundet. xyxy=(1134,2271,1257,2285)
section-heading: Infanterie-Regiment Nr. 166. xyxy=(1134,2112,1568,2131)
casualty-entry: Fahnj. Uffz. Oskar Reuter — Holzminden — schwer verwundet. xyxy=(212,1642,598,1656)
casualty-entry: Wehrm. Bernh. Richling — Hemfen, Lingen — leicht verwundet. xyxy=(1134,800,1526,814)
casualty-entry: Ers. Res. Heinrich Peter — Reher, Hameln — leicht verw. xyxy=(665,2092,1015,2106)
casualty-entry: Musk. Hermann Wolberg — Eitzen, Gronau — gefallen. xyxy=(665,1546,1004,1560)
newspaper-page xyxy=(172,103,1568,2347)
casualty-entry: Ers. Res. Robert Bellmann I — Harburg — gefallen. xyxy=(212,2205,528,2218)
issue-date: 19. Mai 1915. xyxy=(1318,184,1468,207)
casualty-entry: Musk. Konrad Brannmüller — Gronau — leicht verwundet. xyxy=(1134,897,1493,910)
casualty-entry: Ers. Res. Aug. Meier VII — Nettelrede, Springe — leicht verw. xyxy=(665,1122,1046,1135)
casualty-entry: Krgsfr. Ernst Linderl — Hevensen, Northeim — leicht verw. xyxy=(1134,608,1497,621)
casualty-entry: Gefr. d. R. Ferd. Wolter — Reheim, Hörter — leicht verw. xyxy=(1134,1707,1481,1720)
casualty-entry: Ers. Res. Karl Warneke — Oberkirchen, Schaumburg — leicht v. xyxy=(665,816,1056,830)
casualty-entry: Res. Michael Dahmen — Cöln-Nippes — leicht verwundet. xyxy=(212,832,568,846)
casualty-entry: San. Uffz. d. R. Arno Schelbe — Oberteba, Apolda — schw. v. xyxy=(212,286,583,300)
column-3 xyxy=(1134,221,1568,2348)
casualty-entry: Gefr. d. R. Hermann Eberding — Krankenhagen, Schaumburg — xyxy=(212,591,606,605)
casualty-entry: Krgsfr. Herm. Arnecke — Hameln — leicht verwundet. xyxy=(1134,1298,1467,1312)
casualty-entry: Gefr. Louis Pütger — Gr. Hilligsfeld, Hameln — gefallen. xyxy=(212,1771,556,1785)
casualty-entry: Krgsfr. Heinrich Ebrhardt — Hameln — leicht verwundet. xyxy=(1134,559,1487,573)
casualty-entry: Uffz. d. R. Wilhelm Dolle — Eimbeckhausen, Springe — l. verw. xyxy=(665,1466,1052,1479)
casualty-entry: Ers. Res. Heinrich Sauermann, Diemarden, Göttingen, gefallen. xyxy=(212,527,602,541)
casualty-entry: Gefr. d. R. Friedrich Preul — Möllenbeck, Schaumburg — l. verw. xyxy=(665,2012,1065,2026)
casualty-entry: Ers. Res. August Ulrich — Oppenhausen, Walterhausen — leicht v. xyxy=(665,1948,1071,1961)
casualty-entry: Uffz. Aug. Küster — Linnenkamp, Holzminden — leicht verwundet. xyxy=(665,2324,1074,2338)
casualty-entry: Ers. Laz. 19. 12. 14. xyxy=(1134,1961,1258,1975)
casualty-entry: Ers. Res. Franz Deppenkemper, Waderslob, Münster, gefallen. xyxy=(212,479,592,493)
casualty-entry: Gefr. d. R. Friedrich Blanke II, Rintelbeck, Schaumburg, l. v. xyxy=(1134,688,1503,702)
casualty-entry: Krgsfr. Hermann Mundhenk — Hameln — leicht verwundet. xyxy=(212,1459,579,1473)
section-heading: Infanterie-Regiment Nr. 167. xyxy=(1134,2171,1568,2191)
casualty-entry: Ers. Res. Wilhelm Kuhlmann — Emmern, Hameln — leicht verw. xyxy=(212,1218,604,1232)
casualty-entry: Ers. Res. Jos. Fiedler, Ringwalt, Neustadt, Oh.-Schles., l. verw. xyxy=(212,1138,594,1151)
casualty-entry: Ers. Res. Wilhelm Hupe — Oberkirchen, Schaumburg — l. v. xyxy=(665,1314,1034,1328)
casualty-entry: Krgsfr. Friedrich Hesse — Breselberg, Linden — vermißt. xyxy=(665,865,1017,878)
casualty-entry: Gefr. Wilhelm Bolte III — Hameln — leicht verwundet, b. d. Tr. xyxy=(665,286,1048,300)
casualty-entry: Uffz. d. R. Gust. Alb. Rich. Ruppelt, Heinersdorf, Grünberg, l. v. xyxy=(212,1707,600,1720)
casualty-entry: Wehrm. Franz Lehmann — Freienwalde, Oberbarnim — schw. v. xyxy=(1134,656,1526,669)
casualty-entry: Gefr. d. L. Wilhelm Bühle — Rodenberg, Schaumburg — leicht v. xyxy=(212,672,606,686)
casualty-entry: Ers. Res. Friedrich Meyer IV — Rolfshagen, Schaumburg — gefallen. xyxy=(212,2237,634,2250)
casualty-entry: Krgsfr. Otto Remus — Heiligengrabe, Ostpriegnitz — schwer verw. xyxy=(212,1475,620,1489)
casualty-entry: Ers. Res. Adolf Hamburg — Schwarsum, Dannenberg — gefallen. xyxy=(212,511,611,525)
casualty-entry: Wehrm. Joh. Racker — Oberglogau, Neustadt, Schl. — leicht verw. xyxy=(665,2172,1072,2186)
casualty-entry: Gefr. Res. Gustav Wienert — Hattorf, Osterode — gefallen. xyxy=(665,270,1024,284)
casualty-entry: Krgsfr. Wilhelm Grube — Wülfel, Gronau — leicht verwundet. xyxy=(1134,575,1510,589)
section-heading: 7. Kompagnie. xyxy=(835,1365,953,1380)
casualty-entry: Res. Paul Garbers — Azen, Hameln — leicht verwundet. xyxy=(665,1658,1008,1672)
casualty-entry: Krgsfr. Georg Schmidt — Waldbringhausen, Springe — gefallen. xyxy=(1134,318,1527,332)
casualty-entry: Res. Bernhard Wielage — Varloh, Meppen — leicht verwundet. xyxy=(665,495,1050,509)
casualty-entry: Res. Heinrich Olding — Quakenbrück, Bersenbrück — gefallen. xyxy=(212,1899,600,1913)
casualty-entry: Gefr. d. R. Heinr. Weckenborg — Helm, Meppen — gefallen. xyxy=(1134,286,1500,300)
casualty-entry: Ers. Res. Friedr. Künzel — Niederwöhren, Schaumburg — l. v. xyxy=(665,1739,1045,1753)
